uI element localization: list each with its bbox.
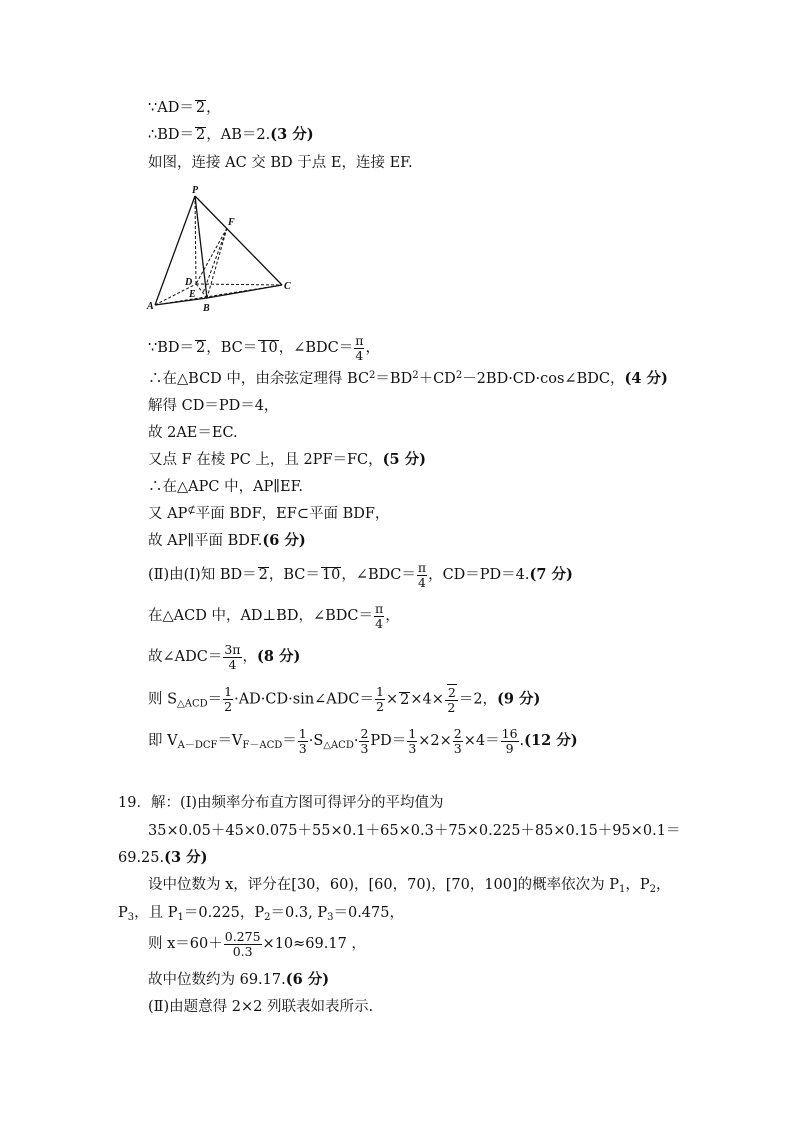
fraction: $\frac{1}{3}$: [408, 725, 417, 756]
fraction: $\frac{2}{3}$: [453, 725, 462, 756]
fraction: $\frac{1}{3}$: [298, 725, 307, 756]
score-mark: (3 分): [164, 849, 208, 866]
label-a: A: [147, 301, 154, 312]
score-mark: (9 分): [497, 690, 541, 708]
fraction: $\frac{1}{2}$: [224, 684, 233, 714]
fraction: $\frac{1}{2}$: [376, 684, 384, 714]
fraction: $\frac{\pi}{4}$: [375, 600, 384, 631]
score-mark: (3 分): [270, 126, 314, 143]
q19-mean-result: 69.25.(3 分): [118, 849, 208, 866]
fraction: $\frac{3\pi}{4}$: [224, 641, 241, 672]
q19-median-calc: 则 x＝60＋ $\frac{0.275}{0.3}$ ×10≈69.17 ，: [148, 928, 366, 959]
label-b: B: [203, 303, 210, 314]
line-acd: 在△ACD 中，AD⊥BD，∠BDC＝ $\frac{\pi}{4}$ ，: [148, 600, 400, 631]
line-parallel: ∴在△APC 中，AP∥EF.: [148, 479, 304, 495]
line-connect: 如图，连接 AC 交 BD 于点 E，连接 EF.: [148, 155, 413, 171]
line-part-2: (Ⅱ)由(Ⅰ)知 BD＝ 2，BC＝ 10，∠BDC＝ $\frac{\pi}{4}$ ，CD＝PD＝4.(7 分): [148, 559, 573, 590]
label-p: P: [192, 185, 199, 196]
fraction: $\frac{2}{3}$: [360, 725, 369, 756]
sqrt-2: 2: [196, 340, 206, 356]
line-point-f: 又点 F 在棱 PC 上，且 2PF＝FC，(5 分): [148, 451, 427, 468]
line-area: 则 $S_{\triangle ACD}=$ $\frac{1}{2}$ ·AD·CD·sin∠ADC＝ $\frac{1}{2}$ × 2×4× $\frac{2}{2}$ ＝2，(9 分): [148, 684, 541, 715]
label-e: E: [189, 289, 196, 300]
line-cosine-law: ∴在△BCD 中，由余弦定理得 $BC^2=BD^2+CD^2-2BD\cdot CD\cdot\cos\angle BDC$，(4 分): [148, 370, 668, 387]
sqrt-10: 10: [321, 567, 341, 583]
score-mark: (8 分): [257, 648, 301, 665]
score-mark: (6 分): [262, 532, 306, 549]
q19-median-result: 故中位数约为 69.17.(6 分): [148, 971, 330, 988]
q19-median-setup: 设中位数为 x，评分在[30，60)，[60，70)，[70，100]的概率依次为 $P_1$，$P_2$，: [148, 877, 671, 895]
q19-part-2: (Ⅱ)由题意得 2×2 列联表如表所示.: [148, 999, 374, 1015]
fraction: $\frac{16}{9}$: [501, 725, 518, 756]
q19-heading: 19．解：(Ⅰ)由频率分布直方图可得评分的平均值为: [118, 795, 444, 811]
line-ae-ec: 故 2AE＝EC.: [148, 425, 238, 441]
line-conclusion-1: 故 AP∥平面 BDF.(6 分): [148, 532, 306, 549]
line-volume: 即 $V_{A-DCF}=V_{F-ACD}=$ $\frac{1}{3}$ $\cdot S_{\triangle ACD}\cdot$ $\frac{2}{3}$ PD＝ $\frac{1}{3}$ ×2× $\frac{2}{3}$ ×4＝ $\frac{16}{9}$ .(12 分): [148, 725, 578, 756]
sqrt-2: 2: [196, 127, 206, 143]
line-not-in-plane: 又 AP⊄平面 BDF，EF⊂平面 BDF，: [148, 505, 390, 522]
score-mark: (12 分): [524, 732, 578, 749]
line-solve: 解得 CD＝PD＝4，: [148, 398, 279, 414]
q19-mean-expression: 35×0.05＋45×0.075＋55×0.1＋65×0.3＋75×0.225＋85×0.15＋95×0.1＝: [148, 823, 681, 839]
q19-probabilities: $P_3$，且 $P_1=0.225$，$P_2=0.3$, $P_3=0.475$，: [118, 905, 404, 923]
sqrt-2: 2: [195, 100, 206, 116]
fraction: $\frac{\pi}{4}$: [355, 332, 364, 363]
label-c: C: [284, 281, 291, 292]
score-mark: (7 分): [529, 566, 573, 583]
line-bd-ab: ∴BD＝ 2，AB＝2.(3 分): [148, 126, 314, 143]
line-adc: 故∠ADC＝ $\frac{3\pi}{4}$ ，(8 分): [148, 641, 301, 672]
fraction: $\frac{0.275}{0.3}$: [224, 928, 261, 959]
line-given: ∵BD＝ 2，BC＝ 10，∠BDC＝ $\frac{\pi}{4}$ ，: [148, 332, 380, 363]
line-ad: ∵AD＝ 2，: [148, 100, 221, 116]
sqrt-10: 10: [259, 340, 278, 356]
score-mark: (6 分): [285, 971, 330, 988]
fraction: $\frac{\pi}{4}$: [417, 559, 427, 590]
fraction: $\frac{2}{2}$: [445, 684, 458, 715]
score-mark: (4 分): [624, 370, 668, 387]
pyramid-figure: [145, 183, 305, 315]
score-mark: (5 分): [382, 451, 427, 468]
sqrt-2: 2: [400, 691, 410, 708]
sqrt-2: 2: [258, 567, 268, 583]
label-f: F: [228, 217, 235, 228]
label-d: D: [185, 277, 193, 288]
